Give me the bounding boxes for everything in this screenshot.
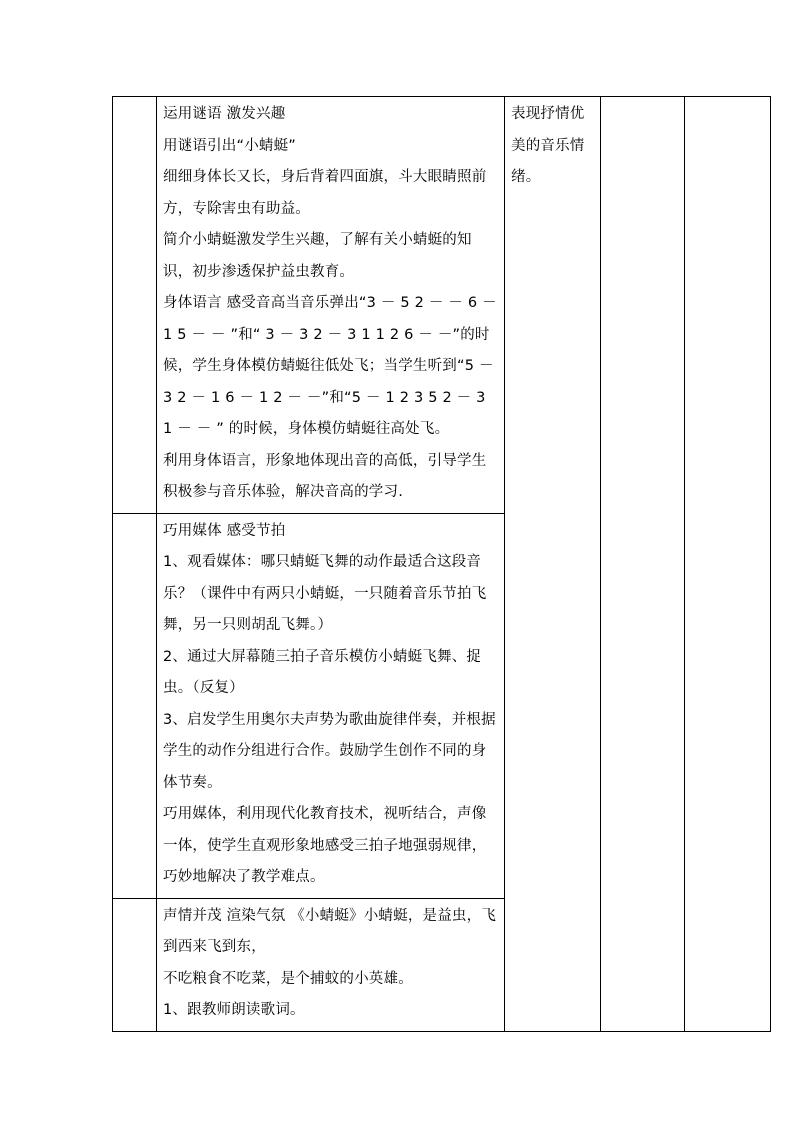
empty-cell — [685, 97, 771, 1032]
empty-cell — [601, 97, 685, 1032]
section-heading: 声情并茂 渲染气氛 《小蜻蜓》小蜻蜓，是益虫，飞到西来飞到东， — [163, 907, 497, 955]
goal-cell — [505, 97, 601, 1032]
lesson-plan-table — [112, 96, 771, 1032]
goal-text: 表现抒情优美的音乐情绪。 — [511, 106, 585, 185]
content-cell — [157, 97, 505, 514]
paragraph: 简介小蜻蜓激发学生兴趣，了解有关小蜻蜓的知识，初步渗透保护益虫教育。 — [163, 232, 472, 280]
label-cell — [113, 513, 157, 898]
paragraph: 1、观看媒体：哪只蜻蜓飞舞的动作最适合这段音乐？（课件中有两只小蜻蜓，一只随着音乐节拍飞舞，另一只则胡乱飞舞。） — [163, 554, 487, 633]
label-cell — [113, 97, 157, 514]
paragraph: 细细身体长又长，身后背着四面旗，斗大眼睛照前方，专除害虫有助益。 — [163, 169, 487, 217]
paragraph: 身体语言 感受音高当音乐弹出“3 － 5 2 － － 6 －1 5 － － ”和“ 3 － 3 2 － 3 1 1 2 6 － －”的时候，学生身体模仿蜻蜓往低处飞；当学生听到“5 － 3 2 － 1 6 － 1 2 － －”和“5 － 1 2 3 5 2 － 3 1 － － ” 的时候，身体模仿蜻蜓往高处飞。 — [163, 295, 497, 437]
section-heading: 巧用媒体 感受节拍 — [163, 522, 286, 539]
section-2-content — [157, 514, 504, 898]
content-cell — [157, 513, 505, 898]
label-cell — [113, 898, 157, 1031]
paragraph: 2、通过大屏幕随三拍子音乐模仿小蜻蜓飞舞、捉虫。（反复） — [163, 648, 482, 696]
section-3-content — [157, 899, 504, 1031]
content-cell — [157, 898, 505, 1031]
paragraph: 3、启发学生用奥尔夫声势为歌曲旋律伴奏，并根据学生的动作分组进行合作。鼓励学生创作不同的身体节奏。 — [163, 711, 496, 791]
paragraph: 1、跟教师朗读歌词。 — [163, 1002, 305, 1018]
section-heading: 运用谜语 激发兴趣 — [163, 106, 286, 122]
table-row — [113, 97, 771, 514]
paragraph: 用谜语引出“小蜻蜓” — [163, 137, 297, 154]
paragraph: 利用身体语言，形象地体现出音的高低，引导学生积极参与音乐体验，解决音高的学习. — [163, 452, 487, 500]
paragraph: 不吃粮食不吃菜，是个捕蚊的小英雄。 — [163, 970, 413, 987]
section-1-content — [157, 97, 504, 513]
paragraph: 巧用媒体，利用现代化教育技术，视听结合，声像一体，使学生直观形象地感受三拍子地强弱规律，巧妙地解决了教学难点。 — [163, 806, 487, 885]
